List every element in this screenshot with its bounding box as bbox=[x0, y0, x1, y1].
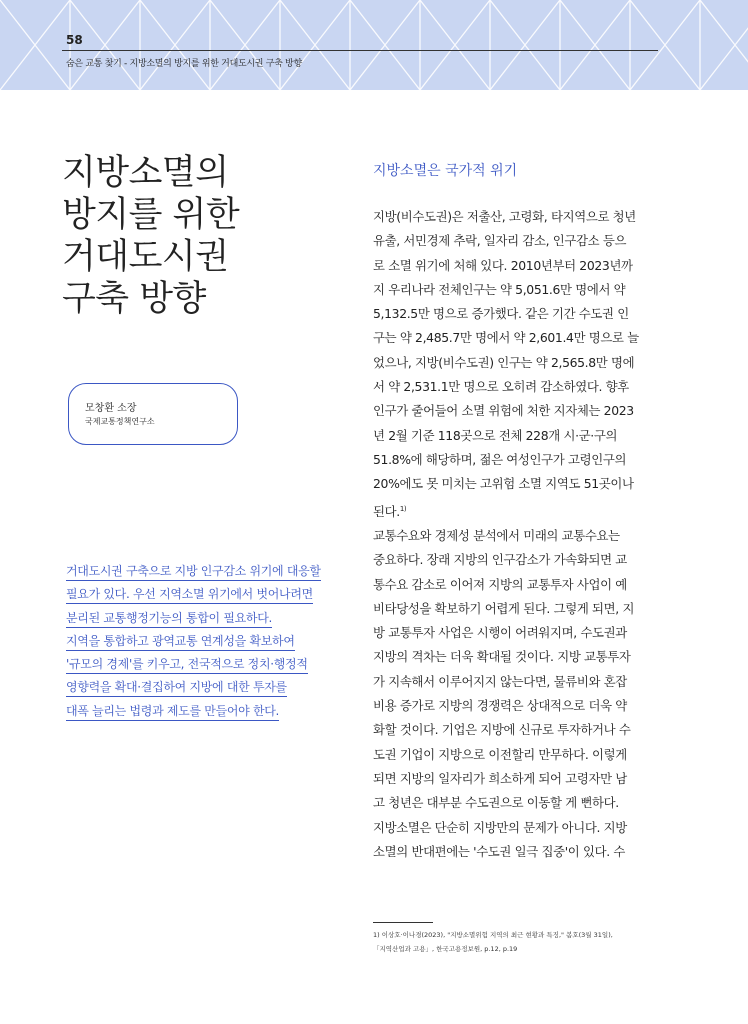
author-box bbox=[68, 383, 238, 445]
body-line: 고 청년은 대부분 수도권으로 이동할 게 뻔하다. bbox=[373, 795, 619, 811]
body-line: 인구가 줄어들어 소멸 위험에 처한 지자체는 2023 bbox=[373, 403, 634, 419]
title-line: 방지를 위한 bbox=[62, 195, 240, 235]
body-line: 통수요 감소로 이어져 지방의 교통투자 사업이 예 bbox=[373, 576, 627, 592]
body-line-text: 된다. bbox=[373, 503, 400, 519]
body-line: 로 소멸 위기에 처해 있다. 2010년부터 2023년까 bbox=[373, 257, 633, 273]
body-line: 교통수요와 경제성 분석에서 미래의 교통수요는 bbox=[373, 527, 620, 543]
pull-quote-line: 지역을 통합하고 광역교통 연계성을 확보하여 bbox=[66, 634, 295, 651]
body-line: 지 우리나라 전체인구는 약 5,051.6만 명에서 약 bbox=[373, 281, 626, 297]
body-line: 서 약 2,531.1만 명으로 오히려 감소하였다. 향후 bbox=[373, 379, 629, 395]
title-line: 구축 방향 bbox=[62, 279, 206, 319]
pull-quote-line: 필요가 있다. 우선 지역소멸 위기에서 벗어나려면 bbox=[66, 587, 313, 604]
body-line: 년 2월 기준 118곳으로 전체 228개 시·군·구의 bbox=[373, 427, 618, 443]
article-title bbox=[62, 152, 322, 320]
pull-quote-line: 거대도시권 구축으로 지방 인구감소 위기에 대응할 bbox=[66, 564, 321, 581]
page-number: 58 bbox=[66, 33, 83, 47]
body-line: 구는 약 2,485.7만 명에서 약 2,601.4만 명으로 늘 bbox=[373, 330, 639, 346]
footnote-marker: 1) bbox=[399, 504, 407, 513]
pull-quote bbox=[66, 560, 346, 723]
title-line: 지방소멸의 bbox=[62, 153, 229, 193]
footnote-line: 「지역산업과 고용」, 한국고용정보원, p.12, p.19 bbox=[373, 945, 518, 953]
body-line: 5,132.5만 명으로 증가했다. 같은 기간 수도권 인 bbox=[373, 306, 629, 322]
body-line: 중요하다. 장래 지방의 인구감소가 가속화되면 교 bbox=[373, 552, 627, 568]
body-line: 방 교통투자 사업은 시행이 어려워지며, 수도권과 bbox=[373, 625, 627, 641]
footnote-line: 1) 이상호·이나경(2023), "지방소멸위험 지역의 최근 현황과 특징," 봄호(3월 31일), bbox=[373, 931, 613, 939]
body-line: 지방소멸은 단순히 지방만의 문제가 아니다. 지방 bbox=[373, 819, 627, 835]
header-rule bbox=[62, 50, 658, 51]
footnote-rule bbox=[373, 922, 433, 923]
author-name: 모창환 소장 bbox=[85, 403, 137, 414]
footnote bbox=[373, 928, 663, 956]
pull-quote-line: 분리된 교통행정기능의 통합이 필요하다. bbox=[66, 611, 272, 628]
running-head: 숨은 교통 찾기 - 지방소멸의 방지를 위한 거대도시권 구축 방향 bbox=[66, 59, 302, 69]
header-band bbox=[0, 0, 748, 90]
title-line: 거대도시권 bbox=[62, 237, 229, 277]
pull-quote-line: '규모의 경제'를 키우고, 전국적으로 정치·행정적 bbox=[66, 657, 308, 674]
body-line: 비타당성을 확보하기 어렵게 된다. 그렇게 되면, 지 bbox=[373, 600, 635, 616]
body-line bbox=[373, 497, 658, 524]
body-line: 도권 기업이 지방으로 이전할리 만무하다. 이렇게 bbox=[373, 746, 627, 762]
body-line: 비용 증가로 지방의 경쟁력은 상대적으로 더욱 약 bbox=[373, 698, 627, 714]
pull-quote-line: 영향력을 확대·결집하여 지방에 대한 투자를 bbox=[66, 680, 287, 697]
body-line: 20%에도 못 미치는 고위험 소멸 지역도 51곳이나 bbox=[373, 476, 634, 492]
body-line: 지방(비수도권)은 저출산, 고령화, 타지역으로 청년 bbox=[373, 209, 636, 224]
section-heading: 지방소멸은 국가적 위기 bbox=[373, 163, 518, 179]
body-line: 유출, 서민경제 추락, 일자리 감소, 인구감소 등으 bbox=[373, 233, 627, 249]
body-line: 가 지속해서 이루어지지 않는다면, 물류비와 혼잡 bbox=[373, 673, 627, 689]
pull-quote-line: 대폭 늘리는 법령과 제도를 만들어야 한다. bbox=[66, 704, 279, 721]
body-line: 화할 것이다. 기업은 지방에 신규로 투자하거나 수 bbox=[373, 722, 631, 738]
body-line: 51.8%에 해당하며, 젊은 여성인구가 고령인구의 bbox=[373, 451, 627, 467]
body-line: 었으나, 지방(비수도권) 인구는 약 2,565.8만 명에 bbox=[373, 354, 635, 370]
body-line: 되면 지방의 일자리가 희소하게 되어 고령자만 남 bbox=[373, 770, 627, 786]
body-line: 지방의 격차는 더욱 확대될 것이다. 지방 교통투자 bbox=[373, 649, 631, 665]
body-text bbox=[373, 205, 658, 864]
author-affiliation: 국제교통정책연구소 bbox=[85, 417, 155, 426]
body-line: 소멸의 반대편에는 '수도권 일극 집중'이 있다. 수 bbox=[373, 843, 626, 859]
header-pattern bbox=[0, 0, 748, 90]
